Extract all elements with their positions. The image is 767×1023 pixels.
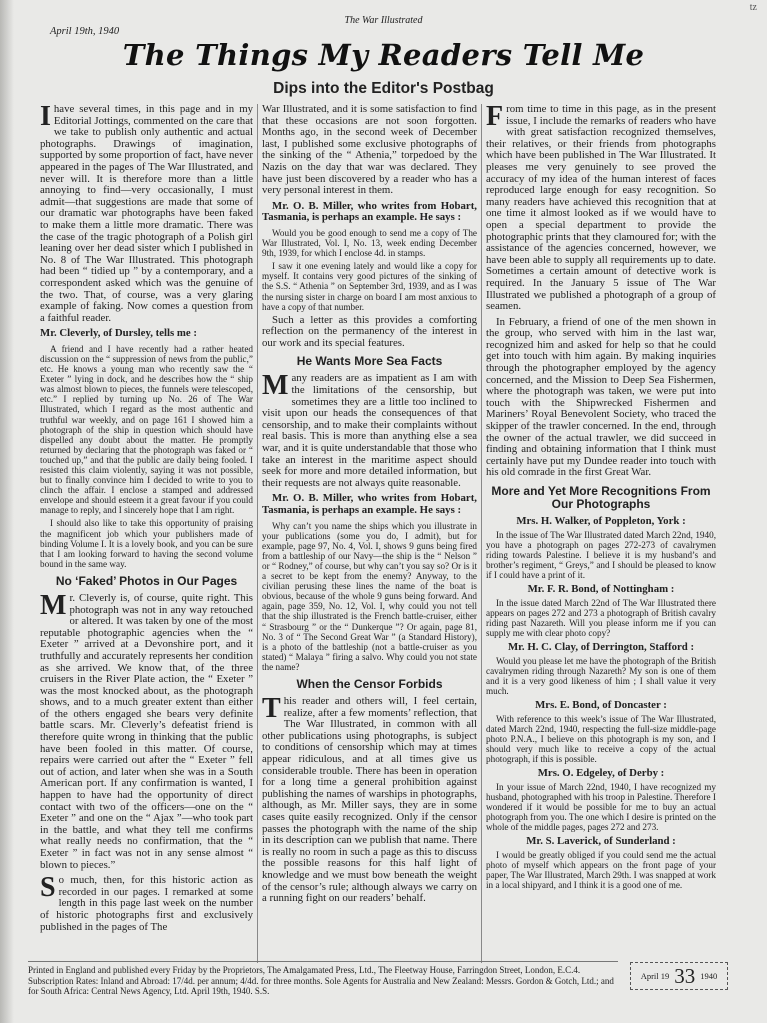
column-1 [40,104,253,965]
reader-name: Mr. F. R. Bond, of Nottingham : [527,583,675,596]
section-heading: When the Censor Forbids [296,677,443,691]
reader-letter: With reference to this week’s issue of The War Illustrated, dated March 22nd, 1940, respecting the full-size middle-page photo P.N.A., I believe on this photograph is my son, and I should very much like to receive a copy of the actual photograph, if this is possible. [486,713,716,764]
drop-cap: M [40,589,67,621]
reader-letter: A friend and I have recently had a rather heated discussion on the “ suppression of news from the public,” etc. He knows a young man who recently saw the “ Exeter ” lying in dock, and he describes how the “ ship was almost blown to pieces, the funnels were telescoped, etc.” I replied by turning up No. 26 of The War Illustrated, which I regard as the most authentic and truthful war weekly, and on page 161 I showed him a photograph of the ship in question which should have dispelled any doubt about the matter. He promptly returned by declaring that the photograph was faked or “ touched up,” and that the public are daily being fooled. I resisted this claim violently, saying it was not possible, but to finally convince him I decided to write to you to clinch the affair. I enclose a stamped and addressed envelope and should esteem it a great favour if you could manage to reply, and I sincerely hope that I am right. [40,343,253,516]
section-heading: More and Yet More Recognitions From Our Photographs [491,484,711,511]
reader-intro: Mr. Cleverly, of Dursley, tells me : [40,327,198,340]
reader-letter: Would you be good enough to send me a copy of The War Illustrated, Vol. I, No. 13, week ending December 9th, 1939, for which I enclose 4d. in stamps. [262,227,477,259]
reader-letter: In the issue of The War Illustrated dated March 22nd, 1940, you have a photograph on pages 272-273 of cavalrymen riding towards Palestine. I believe it is my husband’s and brother’s regiment, “ Greys,” and I should be pleased to know if I could have a print of it. [486,529,716,580]
column-2 [262,104,477,965]
corner-mark: tz [749,2,757,13]
section-heading: No ‘Faked’ Photos in Our Pages [55,573,238,588]
drop-cap: T [262,693,281,724]
reader-letter: I would be greatly obliged if you could send me the actual photo of myself which appears on the front page of your paper, The War Illustrated, March 29th. I was snapped at work in a local shipyard, and I think it is a good one of me. [486,849,716,890]
body-paragraph: any readers are as impatient as I am with the limitations of the censorship, but sometimes they are a little too inclined to visit upon our heads the consequences of that censorship, and to make their complaints without real basis. This is more than anything else a sea war, and it is quite understandable that those who take an interest in the maritime aspect should seek for more and more detailed information, but their requests are not always quite reasonable. [262,372,477,489]
reader-name: Mrs. E. Bond, of Doncaster : [535,699,667,711]
reader-letter: Would you please let me have the photograph of the British cavalrymen riding through Nazareth? My son is one of them and it is a very good likeness of him ; I shall value it very much. [486,655,716,696]
reader-letter: In the issue dated March 22nd of The War Illustrated there appears on pages 272 and 273 a photograph of British cavalry riding past Nazareth. Will you please inform me if you can supply me with clear photo copy? [486,597,716,638]
reader-letter: Why can’t you name the ships which you illustrate in your publications (some you do, I admit), but for example, page 97, No. 4, Vol. I, shows 9 guns being fired from a battleship of our Navy—the ship is the “ Nelson ” or “ Rodney,” of course, but why can’t you say so? Or is it a secret to be kept from the enemy? Anyway, to the civilian perusing these lines the name of the boat is obvious, because of the whole 9 guns being forward. And again, page 359, No. 12, Vol. I, why could you not tell that the ship illustrated is the French battle-cruiser, either “ Strasbourg ” or the “ Dunkerque ”? Or again, page 81, No. 3 of “ The Second Great War ” (a Standard History), is a photo of the battleship (not a battle-cruiser as you stated) “ Malaya ” firing a salvo. Why could you not state the name? [262,520,477,672]
body-paragraph: rom time to time in this page, as in the present issue, I include the remarks of readers who have with great satisfaction recognized themselves, their relatives, or their friends from photographs which have been published in The War Illustrated. It pleases me very genuinely to see proved the accuracy of my idea of the human interest of faces reproduced large enough for easy recognition. So many readers have achieved this recognition that at one time it almost looked as if we would have to open a special department to provide the photographic prints that they clamoured for; with the assistance of the agencies concerned, however, we have been able to supply all requirements up to date. Sometimes a certain amount of detective work is required. In the January 5 issue of The War Illustrated we published a photograph of a group of seamen. [486,104,716,313]
reader-letter: In your issue of March 22nd, 1940, I have recognized my husband, photographed with his troop in Palestine. Therefore I wondered if it would be possible for me to buy an actual photograph from you. The one which I desire is printed on the whole of the middle pages, pages 272 and 273. [486,781,716,833]
issue-date: April 19th, 1940 [50,26,120,37]
reader-letter: I saw it one evening lately and would like a copy for myself. It contains very good pictures of the sinking of the S.S. “ Athenia ” on September 3rd, 1939, and as I was the nursing sister in charge on board I am most anxious to have a copy of that number. [262,261,477,312]
page-title: The Things My Readers Tell Me [122,38,645,72]
drop-cap: M [262,370,289,402]
body-paragraph: Such a letter as this provides a comforting reflection on the permanency of the interest in our work and its special features. [262,313,477,349]
reader-name: Mr. H. C. Clay, of Derrington, Stafford : [507,641,695,654]
reader-name: Mrs. H. Walker, of Poppleton, York : [516,515,686,527]
reader-name: Mrs. O. Edgeley, of Derby : [537,767,665,780]
page-number: 33 [674,963,696,988]
column-divider [257,104,258,963]
drop-cap: S [40,872,56,904]
reader-name: Mr. S. Laverick, of Sunderland : [526,835,676,848]
body-paragraph: his reader and others will, I feel certain, realize, after a few moments’ reflection, that The War Illustrated, in common with all other publications using photographs, is subject to conditions of censorship which may at times appear ridiculous, and at all times give us considerable trouble. There has been in operation for a long time a general prohibition against publishing the names of warships in photographs, although, as Mr. Miller says, they are in some cases quite easily recognized. Only if the censor passes the photograph with the name of the ship in its description can we publish that name. There is really no room in such a page as this to discuss the possible reasons for this half light of knowledge and we must bow beneath the weight of the censor’s rule; although always we carry on a running fight on our readers’ behalf. [262,695,477,905]
publication-name: The War Illustrated [344,15,423,26]
column-3 [486,104,716,965]
body-paragraph: r. Cleverly is, of course, quite right. This photograph was not in any way retouched or altered. It was taken by one of the most reputable photographic agencies when the “ Exeter ” arrived at a Devonshire port, and it truthfully and accurately represents her condition as she arrived. We know that, of the three cruisers in the River Plate action, the “ Exeter ” was the most knocked about, as the photograph shows, and to a much greater extent than either of the others engaged she bears very definite battle scars. Mr. Cleverly’s defeatist friend is therefore quite wrong in thinking that the public have been fooled in this matter. Of course, repairs were carried out after the “ Exeter ” fell out of action, and later when she was in a South American port. If any confirmation is wanted, I happen to have had the opportunity of direct contact with two of the officers—one on the “ Exeter ” and one on the “ Ajax ”—who took part in the battle, and what they tell me confirms what really needs no confirmation, that the “ Exeter ” in fact was not in any sense almost “ blown to pieces.” [40,591,253,871]
page-year: 1940 [700,971,718,981]
drop-cap: I [40,104,51,132]
intro-paragraph: have several times, in this page and in my Editorial Jottings, commented on the care that we take to publish only authentic and actual photographs. Drawings of imagination, supported by some proportion of fact, have never appeared in the pages of The War Illustrated, and never will. It is therefore more than a little annoying to find—very occasionally, I must admit—that suggestions are made that some of our dramatic war photographs have been faked to make them a little more dramatic. There was the case of the tragic photograph of a Polish girl leaning over her dead sister which I published in No. 8 of The War Illustrated. This photograph had been “ tidied up ” by a contemporary, and a correspondent asked which was the genuine of the two. That, of course, was a very glaring example of faking. Now comes a question from a faithful reader. [40,104,253,324]
imprint-footer [28,961,618,997]
page-subtitle: Dips into the Editor's Postbag [273,80,494,97]
reader-letter: I should also like to take this opportunity of praising the magnificent job which your publishers made of binding Volume I. It is a lovely book, and you can be sure that I am looking forward to having the second volume bound in the same way. [40,518,253,569]
section-heading: He Wants More Sea Facts [296,354,443,369]
body-paragraph: In February, a friend of one of the men shown in the group, who served with him in the last war, recognized him and asked for help so that he could get into touch with him again. By making inquiries through the photographer employed by the agency concerned, and the Mission to Deep Sea Fishermen, where the photograph was taken, we were put into touch with the Shipwrecked Fishermen and Mariners’ Royal Benevolent Society, who traced the skipper of the trawler concerned. In the end, through the owner of the actual trawler, we did succeed in finding and obtaining information that I think must certainly have put my Dundee reader into touch with his old comrade in the first Great War. [486,315,716,479]
drop-cap: F [486,104,504,132]
column-divider [481,104,482,963]
page-edge-shadow [0,0,14,1023]
body-paragraph: War Illustrated, and it is some satisfaction to find that these occasions are not soon forgotten. Months ago, in the second week of December last, I published some exclusive photographs of the sinking of the “ Athenia,” torpedoed by the Nazis on the day that war was declared. They have just been discovered by a reader who has a very personal interest in them. [262,104,477,197]
page-month: April 19 [640,971,670,981]
page-number-box [630,962,728,990]
imprint-code: S.S. [254,986,270,996]
imprint-text: Printed in England and published every Friday by the Proprietors, The Amalgamated Press, Ltd., The Fleetway House, Farringdon Street, London, E.C.4. Subscription Rates: Inland and Abroad: 17/4d. per annum; 4/4d. for three months. Sole Agents for Australia and New Zealand: Messrs. Gordon & Gotch, Ltd.; and for South Africa: Central News Agency, Ltd. April 19th, 1940. [28,965,614,996]
body-paragraph: o much, then, for this historic action as recorded in our pages. I remarked at some length in this page last week on the number of historic photographs first and exclusively published in the pages of The [40,874,253,933]
reader-intro: Mr. O. B. Miller, who writes from Hobart, Tasmania, is perhaps an example. He says : [262,492,477,516]
reader-intro: Mr. O. B. Miller, who writes from Hobart, Tasmania, is perhaps an example. He says : [262,199,477,224]
